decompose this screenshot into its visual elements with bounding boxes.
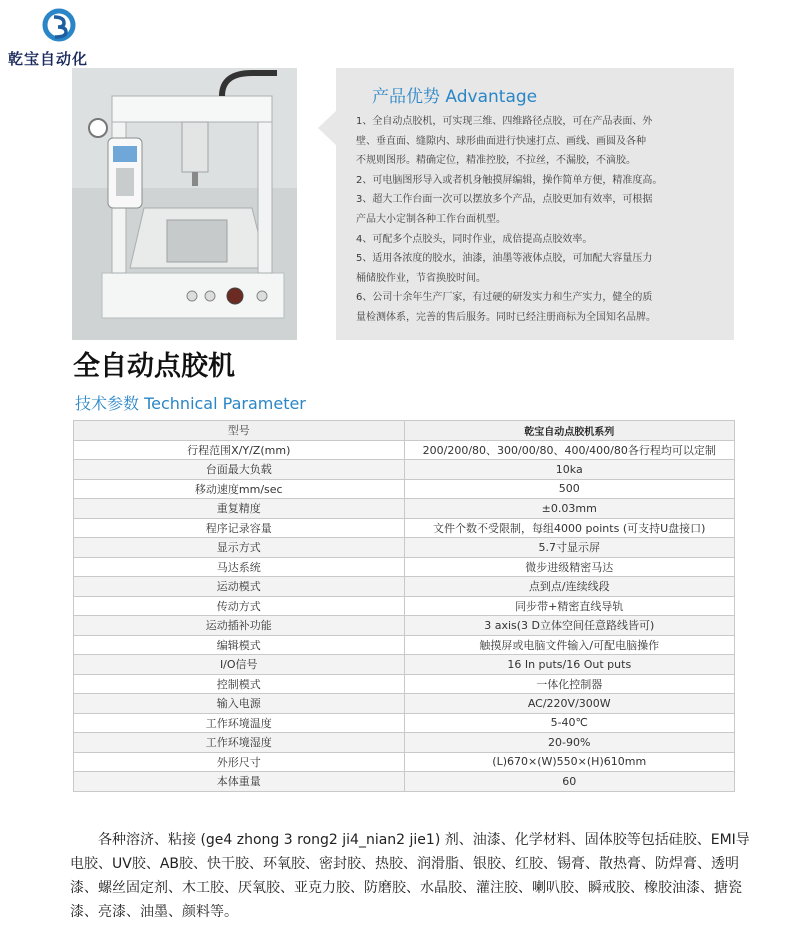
param-value: 微步进级精密马达 — [404, 557, 735, 577]
param-name: 外形尺寸 — [74, 752, 405, 772]
param-value: 触摸屏或电脑文件输入/可配电脑操作 — [404, 635, 735, 655]
param-value: 10ka — [404, 460, 735, 480]
table-row — [74, 577, 735, 597]
param-name: I/O信号 — [74, 655, 405, 675]
param-name: 输入电源 — [74, 694, 405, 714]
header-series: 乾宝自动点胶机系列 — [404, 421, 735, 441]
advantage-line: 产品大小定制各种工作台面机型。 — [356, 213, 506, 225]
table-row — [74, 713, 735, 733]
advantage-title: 产品优势 Advantage — [372, 87, 538, 107]
table-row — [74, 518, 735, 538]
param-value: (L)670×(W)550×(H)610mm — [404, 752, 735, 772]
param-name: 本体重量 — [74, 772, 405, 792]
advantage-line: 桶储胶作业，节省换胶时间。 — [356, 272, 486, 284]
advantage-line: 4、可配多个点胶头，同时作业，成倍提高点胶效率。 — [356, 233, 593, 245]
dispenser-machine-illustration — [72, 68, 297, 340]
table-row — [74, 616, 735, 636]
company-logo — [6, 8, 116, 68]
product-title: 全自动点胶机 — [73, 351, 235, 382]
param-value: 文件个数不受限制，每组4000 points (可支持U盘接口) — [404, 518, 735, 538]
advantage-line: 量检测体系，完善的售后服务。同时已经注册商标为全国知名品牌。 — [356, 311, 656, 323]
table-row — [74, 772, 735, 792]
param-name: 编辑模式 — [74, 635, 405, 655]
param-name: 控制模式 — [74, 674, 405, 694]
advantage-line: 5、适用各浓度的胶水，油漆，油墨等液体点胶，可加配大容量压力 — [356, 253, 653, 265]
param-name: 显示方式 — [74, 538, 405, 558]
product-photo — [72, 68, 297, 340]
advantage-pointer — [318, 110, 337, 146]
table-row — [74, 752, 735, 772]
param-name: 运动插补功能 — [74, 616, 405, 636]
param-name: 工作环境温度 — [74, 713, 405, 733]
param-name: 传动方式 — [74, 596, 405, 616]
table-row — [74, 538, 735, 558]
param-value: 20-90% — [404, 733, 735, 753]
table-row — [74, 479, 735, 499]
param-name: 程序记录容量 — [74, 518, 405, 538]
header-model: 型号 — [74, 421, 405, 441]
advantage-line: 2、可电脑图形导入或者机身触摸屏编辑，操作简单方便，精准度高。 — [356, 174, 663, 186]
param-name: 工作环境湿度 — [74, 733, 405, 753]
param-name: 台面最大负载 — [74, 460, 405, 480]
table-row — [74, 460, 735, 480]
logo-mark-icon — [42, 8, 76, 42]
table-row — [74, 596, 735, 616]
advantage-line: 不规则图形。精确定位，精准控胶，不拉丝，不漏胶，不滴胶。 — [356, 155, 636, 167]
param-value: 200/200/80、300/00/80、400/400/80各行程均可以定制 — [404, 440, 735, 460]
param-value: 5-40℃ — [404, 713, 735, 733]
advantage-list — [356, 112, 724, 328]
advantage-line: 3、超大工作台面一次可以摆放多个产品，点胶更加有效率，可根据 — [356, 194, 653, 206]
table-header-row — [74, 421, 735, 441]
param-value: 同步带+精密直线导轨 — [404, 596, 735, 616]
advantage-line: 6、公司十余年生产厂家，有过硬的研发实力和生产实力，健全的质 — [356, 292, 653, 304]
param-name: 移动速度mm/sec — [74, 479, 405, 499]
table-row — [74, 733, 735, 753]
parameter-table — [73, 420, 735, 792]
param-value: 60 — [404, 772, 735, 792]
table-row — [74, 694, 735, 714]
applications-paragraph: 各种溶济、粘接 (ge4 zhong 3 rong2 ji4_nian2 jie1) 剂、油漆、化学材料、固体胶等包括硅胶、EMI导电胶、UV胶、AB胶、快干胶、环氧胶、密封胶、热胶、润滑脂、银胶、红胶、锡膏、散热膏、防焊膏、透明漆、螺丝固定剂、木工胶、厌氧胶、亚克力胶、防磨胶、水晶胶、灌注胶、喇叭胶、瞬戒胶、橡胶油漆、搪瓷漆、亮漆、油墨、颜料等。 — [70, 832, 750, 920]
param-name: 马达系统 — [74, 557, 405, 577]
param-value: AC/220V/300W — [404, 694, 735, 714]
param-name: 行程范围X/Y/Z(mm) — [74, 440, 405, 460]
table-row — [74, 674, 735, 694]
advantage-line: 壁、垂直面、缝隙内、球形曲面进行快速打点、画线、画圆及各种 — [356, 135, 646, 147]
param-value: 16 In puts/16 Out puts — [404, 655, 735, 675]
advantage-line: 1、全自动点胶机，可实现三维、四维路径点胶，可在产品表面、外 — [356, 116, 653, 127]
table-row — [74, 635, 735, 655]
table-row — [74, 440, 735, 460]
param-value: ±0.03mm — [404, 499, 735, 519]
table-row — [74, 499, 735, 519]
logo-text: 乾宝自动化 — [8, 50, 89, 68]
param-value: 一体化控制器 — [404, 674, 735, 694]
param-value: 500 — [404, 479, 735, 499]
table-row — [74, 655, 735, 675]
advantage-panel — [336, 68, 734, 340]
parameter-title: 技术参数 Technical Parameter — [75, 394, 306, 413]
table-row — [74, 557, 735, 577]
param-name: 运动模式 — [74, 577, 405, 597]
param-value: 5.7寸显示屏 — [404, 538, 735, 558]
param-name: 重复精度 — [74, 499, 405, 519]
param-value: 3 axis(3 D立体空间任意路线皆可) — [404, 616, 735, 636]
param-value: 点到点/连续线段 — [404, 577, 735, 597]
